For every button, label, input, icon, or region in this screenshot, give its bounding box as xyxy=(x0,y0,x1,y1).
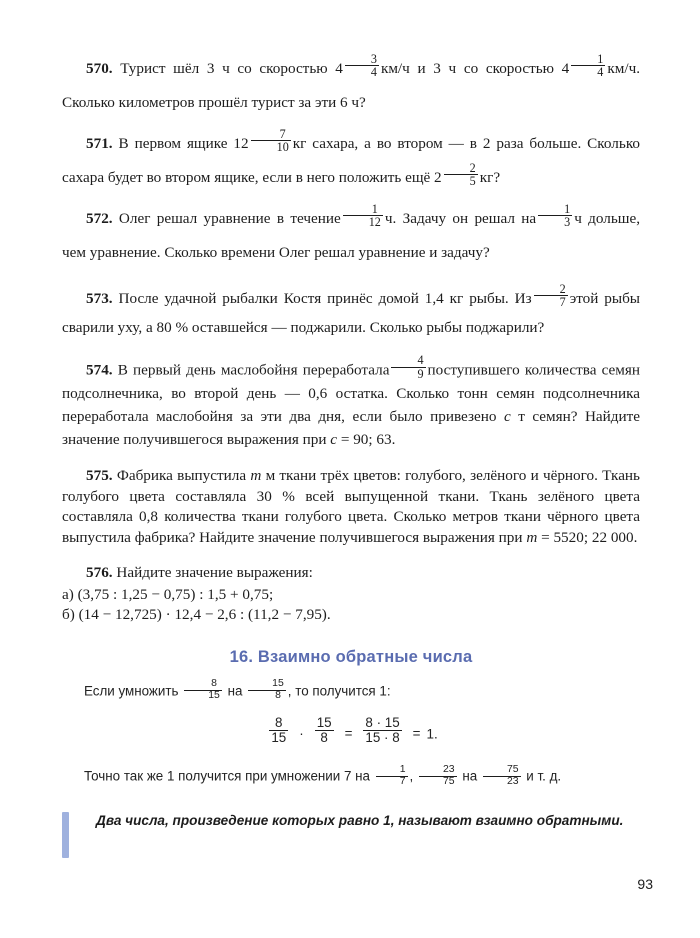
problem-573-number: 573. xyxy=(86,290,113,307)
intro-text-a: Если умножить xyxy=(84,683,179,699)
fraction-1-7: $\frac{1}{7}$ xyxy=(376,765,408,788)
second-text-d: и т. д. xyxy=(526,769,562,785)
worked-formula xyxy=(62,714,640,747)
problem-576 xyxy=(62,563,640,584)
fraction-23-75: $\frac{23}{75}$ xyxy=(419,765,457,788)
variable-m-1: m xyxy=(250,467,262,485)
problem-574-number: 574. xyxy=(86,361,113,379)
formula-fraction-8-15: $\frac{8}{15}$ xyxy=(271,714,287,745)
problem-576-number: 576. xyxy=(86,564,113,582)
fraction-3-4: $\frac{3}{4}$ xyxy=(345,53,379,79)
page-content xyxy=(62,52,640,855)
callout-accent-bar xyxy=(62,812,69,858)
problem-575-text-a: Фабрика выпустила xyxy=(116,467,247,485)
formula-equals-1: = xyxy=(344,725,353,741)
problem-572-number: 572. xyxy=(86,210,113,227)
problem-572 xyxy=(62,202,640,270)
problem-574 xyxy=(62,353,641,451)
formula-result: 1. xyxy=(426,725,438,741)
second-text-a: Точно так же 1 получится при умножении 7 на xyxy=(84,769,370,785)
problem-571 xyxy=(62,127,640,195)
problem-571-text-a: В первом ящике 12 xyxy=(118,135,249,152)
problem-576-item-a: а) (3,75 : 1,25 − 0,75) : 1,5 + 0,75; xyxy=(62,585,274,603)
variable-m-2: m xyxy=(526,528,538,546)
variable-c-2: c xyxy=(330,431,338,449)
section-second-paragraph xyxy=(62,763,640,789)
problem-574-text-c: т семян? Найдите значение получившегося выражения при xyxy=(62,408,641,449)
fraction-1-3: $\frac{1}{3}$ xyxy=(538,203,572,229)
problem-571-number: 571. xyxy=(86,135,113,152)
problem-572-text-b: ч. Задачу он решал на xyxy=(384,210,537,227)
problem-572-text-a: Олег решал уравнение в течение xyxy=(118,210,341,227)
formula-fraction-product: $\frac{8 \cdot 15}{15 \cdot 8}$ xyxy=(365,714,400,745)
intro-text-c: , то получится 1: xyxy=(287,683,391,699)
formula-multiply-sign: · xyxy=(299,725,304,741)
problem-576-title: Найдите значение выражения: xyxy=(116,564,313,582)
fraction-1-4: $\frac{1}{4}$ xyxy=(571,53,605,79)
problem-573-text-a: После удачной рыбалки Костя принёс домой 1,4 кг рыбы. Из xyxy=(118,290,532,307)
problem-571-text-b: кг сахара, а во втором — в 2 раза больше. Сколько сахара будет во втором ящике, если в него положить ещё 2 xyxy=(62,135,641,186)
problem-575-number: 575. xyxy=(86,467,113,485)
formula-equals-2: = xyxy=(412,725,421,741)
problem-574-text-d: = 90; 63. xyxy=(340,431,396,449)
second-text-c: на xyxy=(462,769,478,785)
fraction-2-5: $\frac{2}{5}$ xyxy=(444,162,478,188)
second-text-b: , xyxy=(409,769,414,785)
problem-575-text-b: м ткани трёх цветов: голубого, зелёного и чёрного. Ткань голубого цвета составляла 30 % всей выпущенной ткани. Ткань зелёного цвета составляла 0,8 количества ткани голубого цвета. Сколько метров ткани чёрного цвета выпустила фабрика? Найдите значение получившегося выражения при xyxy=(62,467,640,546)
definition-text: Два числа, произведение которых равно 1, называют взаимно обратными. xyxy=(96,813,624,829)
fraction-2-7: $\frac{2}{7}$ xyxy=(534,283,568,309)
fraction-4-9: $\frac{4}{9}$ xyxy=(391,354,425,380)
fraction-8-15: $\frac{8}{15}$ xyxy=(184,679,222,702)
problem-575-text-c: = 5520; 22 000. xyxy=(541,528,638,546)
fraction-7-10: $\frac{7}{10}$ xyxy=(251,128,291,154)
problem-571-text-c: кг? xyxy=(479,169,501,186)
fraction-75-23: $\frac{75}{23}$ xyxy=(483,765,521,788)
problem-573 xyxy=(62,281,641,342)
problem-570-text-a: Турист шёл 3 ч со скоростью 4 xyxy=(120,60,343,77)
problem-570 xyxy=(62,52,640,120)
problem-574-text-a: В первый день маслобойня переработала xyxy=(117,361,390,379)
definition-callout xyxy=(62,811,640,855)
problem-575 xyxy=(62,466,640,548)
section-intro-paragraph xyxy=(62,678,640,704)
fraction-15-8: $\frac{15}{8}$ xyxy=(248,679,286,702)
problem-573-text-b: этой рыбы сварили уху, а 80 % оставшейся — поджарили. Сколько рыбы поджарили? xyxy=(62,290,641,336)
problem-572-text-c: ч дольше, чем уравнение. Сколько времени Олег решал уравнение и задачу? xyxy=(62,210,641,261)
fraction-1-12: $\frac{1}{12}$ xyxy=(343,203,383,229)
variable-c-1: c xyxy=(503,408,511,426)
problem-570-number: 570. xyxy=(86,60,113,77)
problem-570-text-c: км/ч. Сколько километров прошёл турист за эти 6 ч? xyxy=(62,60,641,111)
problem-574-text-b: поступившего количества семян подсолнечника, во второй день — 0,6 остатка. Сколько тонн семян подсолнечника переработала маслобойня за эти два дня, если было привезено xyxy=(62,361,640,426)
formula-fraction-15-8: $\frac{15}{8}$ xyxy=(316,714,332,745)
problem-570-text-b: км/ч и 3 ч со скоростью 4 xyxy=(380,60,570,77)
section-heading: 16. Взаимно обратные числа xyxy=(229,647,473,666)
page-number: 93 xyxy=(637,876,653,892)
intro-text-b: на xyxy=(227,683,243,699)
problem-576-item-b: б) (14 − 12,725) · 12,4 − 2,6 : (11,2 − 7,95). xyxy=(62,606,331,624)
